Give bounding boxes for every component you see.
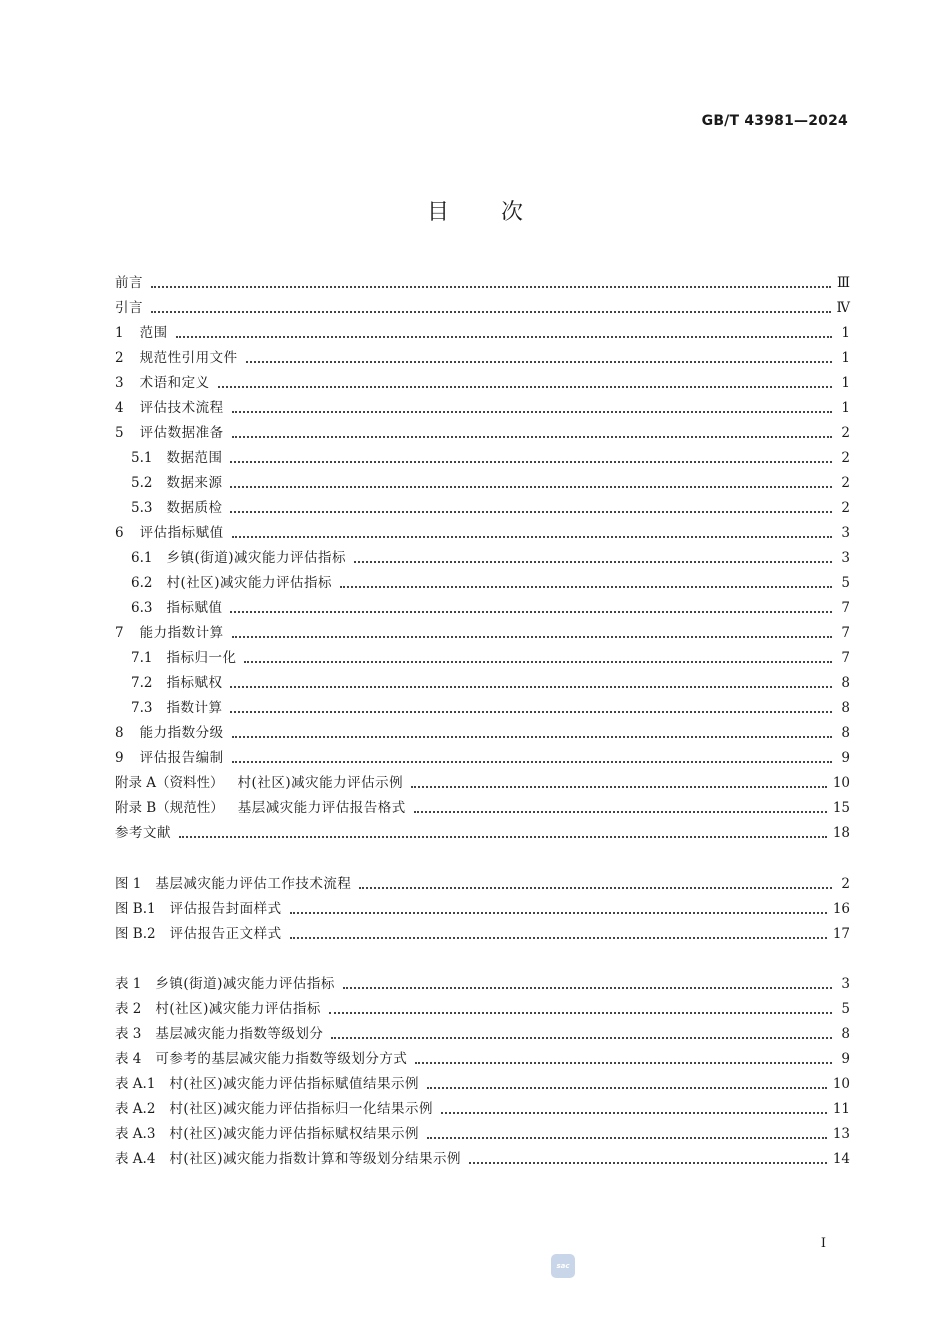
toc-entry-page: Ⅲ: [836, 275, 850, 291]
toc-dot-leader: [230, 485, 832, 488]
toc-dot-leader: [151, 310, 831, 313]
toc-entry-title: 村(社区)减灾能力评估指标: [155, 1001, 321, 1017]
toc-entry[interactable]: [115, 546, 850, 571]
toc-entry-title: 村(社区)减灾能力评估指标归一化结果示例: [169, 1101, 433, 1117]
toc-entry-page: 3: [841, 550, 850, 566]
toc-dot-leader: [343, 986, 832, 989]
toc-dot-leader: [232, 760, 832, 763]
toc-entry[interactable]: [115, 571, 850, 596]
toc-entry-number: 1: [115, 325, 124, 341]
toc-dot-leader: [176, 335, 832, 338]
toc-entry-page: 1: [841, 325, 850, 341]
toc-entry[interactable]: [115, 496, 850, 521]
toc-entry-page: 10: [832, 775, 850, 791]
toc-entry-title: 能力指数分级: [139, 725, 224, 741]
page-number: I: [820, 1236, 826, 1251]
toc-entry[interactable]: [115, 796, 850, 821]
toc-entry-page: 13: [832, 1126, 850, 1142]
toc-entry-title: 前言: [115, 275, 143, 291]
toc-entry-page: 8: [841, 675, 850, 691]
toc-entry[interactable]: [115, 821, 850, 846]
toc-dot-leader: [415, 1061, 832, 1064]
toc-entry[interactable]: [115, 1147, 850, 1172]
toc-dot-leader: [230, 610, 832, 613]
toc-entry-number: 7.3: [131, 700, 153, 716]
toc-entry-number: 5: [115, 425, 124, 441]
toc-entry-page: 17: [832, 926, 850, 942]
toc-entry[interactable]: [115, 1097, 850, 1122]
toc-dot-leader: [151, 285, 831, 288]
toc-entry-page: 14: [832, 1151, 850, 1167]
toc-entry-page: 8: [841, 725, 850, 741]
toc-main-list: [115, 271, 850, 846]
toc-dot-leader: [414, 810, 827, 813]
toc-entry[interactable]: [115, 721, 850, 746]
toc-entry-title: 评估数据准备: [139, 425, 224, 441]
toc-entry-number: 表 A.4: [115, 1151, 156, 1167]
toc-entry[interactable]: [115, 371, 850, 396]
toc-entry-title: 评估报告封面样式: [169, 901, 282, 917]
toc-dot-leader: [359, 886, 832, 889]
toc-entry-title: 评估技术流程: [139, 400, 224, 416]
toc-entry-page: 2: [841, 500, 850, 516]
toc-entry-page: 9: [841, 1051, 850, 1067]
toc-entry[interactable]: [115, 671, 850, 696]
toc-entry[interactable]: [115, 396, 850, 421]
toc-dot-leader: [179, 835, 827, 838]
toc-entry-title: 基层减灾能力评估工作技术流程: [155, 876, 352, 892]
toc-entry-title: 村(社区)减灾能力评估指标赋值结果示例: [169, 1076, 419, 1092]
toc-entry-number: 表 A.3: [115, 1126, 156, 1142]
toc-dot-leader: [340, 585, 832, 588]
toc-entry-number: 表 4: [115, 1051, 142, 1067]
toc-entry-number: 4: [115, 400, 124, 416]
toc-entry-page: 7: [841, 650, 850, 666]
toc-dot-leader: [411, 785, 827, 788]
toc-entry[interactable]: [115, 621, 850, 646]
toc-dot-leader: [232, 410, 832, 413]
toc-entry-title: 可参考的基层减灾能力指数等级划分方式: [155, 1051, 408, 1067]
toc-dot-leader: [232, 635, 832, 638]
toc-dot-leader: [441, 1111, 827, 1114]
toc-entry[interactable]: [115, 897, 850, 922]
toc-entry-number: 表 3: [115, 1026, 142, 1042]
toc-entry-title: 村(社区)减灾能力指数计算和等级划分结果示例: [169, 1151, 461, 1167]
toc-entry-title: 数据来源: [166, 475, 223, 491]
toc-entry-number: 附录 B（规范性）: [115, 800, 224, 816]
toc-entry-page: 3: [841, 976, 850, 992]
toc-entry-page: 5: [841, 1001, 850, 1017]
toc-entry-page: 8: [841, 700, 850, 716]
toc-entry-title: 乡镇(街道)减灾能力评估指标: [155, 976, 335, 992]
sac-logo-icon: [551, 1254, 575, 1278]
toc-entry-number: 5.2: [131, 475, 153, 491]
toc-entry-title: 评估报告编制: [139, 750, 224, 766]
page-title: 目次: [426, 200, 575, 225]
toc-entry[interactable]: [115, 922, 850, 947]
toc-entry-page: 10: [832, 1076, 850, 1092]
toc-entry-number: 2: [115, 350, 124, 366]
toc-dot-leader: [232, 535, 832, 538]
toc-entry-page: 2: [841, 475, 850, 491]
toc-entry-page: 2: [841, 876, 850, 892]
toc-entry-title: 引言: [115, 300, 143, 316]
toc-entry-title: 规范性引用文件: [139, 350, 238, 366]
toc-entry[interactable]: [115, 271, 850, 296]
toc-dot-leader: [354, 560, 832, 563]
toc-entry-number: 9: [115, 750, 124, 766]
toc-entry[interactable]: [115, 471, 850, 496]
toc-entry-title: 指数计算: [166, 700, 223, 716]
toc-dot-leader: [230, 710, 832, 713]
toc-dot-leader: [246, 360, 832, 363]
toc-entry-title: 村(社区)减灾能力评估指标: [166, 575, 333, 591]
toc-entry-title: 能力指数计算: [139, 625, 224, 641]
toc-entry-title: 参考文献: [115, 825, 171, 841]
toc-entry-page: 1: [841, 400, 850, 416]
toc-entry-page: 2: [841, 450, 850, 466]
toc-entry-page: 7: [841, 625, 850, 641]
toc-entry-title: 基层减灾能力指数等级划分: [155, 1026, 324, 1042]
toc-dot-leader: [218, 385, 832, 388]
toc-dot-leader: [230, 510, 832, 513]
toc-figures-list: [115, 872, 850, 947]
toc-entry-title: 指标归一化: [166, 650, 237, 666]
toc-entry-page: 5: [841, 575, 850, 591]
standard-number: GB/T 43981—2024: [701, 113, 848, 129]
toc-entry-number: 附录 A（资料性）: [115, 775, 224, 791]
toc-entry-number: 表 2: [115, 1001, 142, 1017]
toc-entry-title: 指标赋权: [166, 675, 223, 691]
toc-entry-number: 图 B.2: [115, 926, 156, 942]
toc-dot-leader: [469, 1161, 827, 1164]
toc-dot-leader: [427, 1136, 827, 1139]
toc-entry[interactable]: [115, 446, 850, 471]
toc-entry[interactable]: [115, 1072, 850, 1097]
toc-entry-page: 1: [841, 375, 850, 391]
toc-dot-leader: [427, 1086, 827, 1089]
toc-entry-page: 11: [832, 1101, 850, 1117]
toc-entry[interactable]: [115, 646, 850, 671]
toc-entry-page: 1: [841, 350, 850, 366]
toc-dot-leader: [244, 660, 832, 663]
logo-text: sac: [556, 1262, 570, 1270]
toc-entry-title: 术语和定义: [139, 375, 210, 391]
toc-entry-page: 16: [832, 901, 850, 917]
toc-entry[interactable]: [115, 696, 850, 721]
toc-entry-number: 图 1: [115, 876, 142, 892]
toc-entry-number: 8: [115, 725, 124, 741]
toc-entry-title: 评估指标赋值: [139, 525, 224, 541]
toc-dot-leader: [230, 460, 832, 463]
toc-dot-leader: [290, 911, 827, 914]
toc-entry-title: 评估报告正文样式: [169, 926, 282, 942]
toc-entry-number: 6.1: [131, 550, 153, 566]
toc-entry-number: 7.1: [131, 650, 153, 666]
toc-entry[interactable]: [115, 1022, 850, 1047]
toc-entry-page: 9: [841, 750, 850, 766]
toc-entry-title: 村(社区)减灾能力评估指标赋权结果示例: [169, 1126, 419, 1142]
toc-entry-number: 表 A.2: [115, 1101, 156, 1117]
toc-entry-title: 基层减灾能力评估报告格式: [237, 800, 406, 816]
toc-entry[interactable]: [115, 421, 850, 446]
toc-entry-title: 范围: [139, 325, 168, 341]
toc-entry-page: 8: [841, 1026, 850, 1042]
toc-entry-number: 表 1: [115, 976, 142, 992]
toc-entry-page: 7: [841, 600, 850, 616]
toc-entry-number: 6: [115, 525, 124, 541]
toc-entry-number: 3: [115, 375, 124, 391]
toc-dot-leader: [290, 936, 827, 939]
toc-dot-leader: [331, 1036, 832, 1039]
toc-entry-number: 5.1: [131, 450, 153, 466]
toc-entry-number: 6.3: [131, 600, 153, 616]
toc-entry-number: 表 A.1: [115, 1076, 156, 1092]
toc-entry-number: 6.2: [131, 575, 153, 591]
toc-entry-number: 图 B.1: [115, 901, 156, 917]
toc-dot-leader: [232, 435, 832, 438]
toc-entry-page: Ⅳ: [836, 300, 850, 316]
toc-entry-number: 5.3: [131, 500, 153, 516]
toc-entry-page: 15: [832, 800, 850, 816]
toc-entry-title: 数据质检: [166, 500, 223, 516]
toc-entry[interactable]: [115, 972, 850, 997]
toc-entry-title: 乡镇(街道)减灾能力评估指标: [166, 550, 347, 566]
toc-entry[interactable]: [115, 1122, 850, 1147]
toc-entry-page: 3: [841, 525, 850, 541]
toc-entry-page: 2: [841, 425, 850, 441]
toc-dot-leader: [230, 685, 832, 688]
toc-entry[interactable]: [115, 771, 850, 796]
toc-entry[interactable]: [115, 1047, 850, 1072]
toc-entry-number: 7.2: [131, 675, 153, 691]
toc-entry[interactable]: [115, 321, 850, 346]
toc-entry-title: 指标赋值: [166, 600, 223, 616]
toc-entry[interactable]: [115, 746, 850, 771]
toc-entry[interactable]: [115, 521, 850, 546]
toc-entry-title: 村(社区)减灾能力评估示例: [237, 775, 404, 791]
toc-entry-number: 7: [115, 625, 124, 641]
toc-entry[interactable]: [115, 346, 850, 371]
toc-entry[interactable]: [115, 872, 850, 897]
toc-entry[interactable]: [115, 296, 850, 321]
toc-entry-page: 18: [832, 825, 850, 841]
toc-dot-leader: [232, 735, 832, 738]
toc-entry[interactable]: [115, 997, 850, 1022]
toc-tables-list: [115, 972, 850, 1172]
toc-dot-leader: [329, 1011, 832, 1014]
toc-entry-title: 数据范围: [166, 450, 223, 466]
toc-entry[interactable]: [115, 596, 850, 621]
